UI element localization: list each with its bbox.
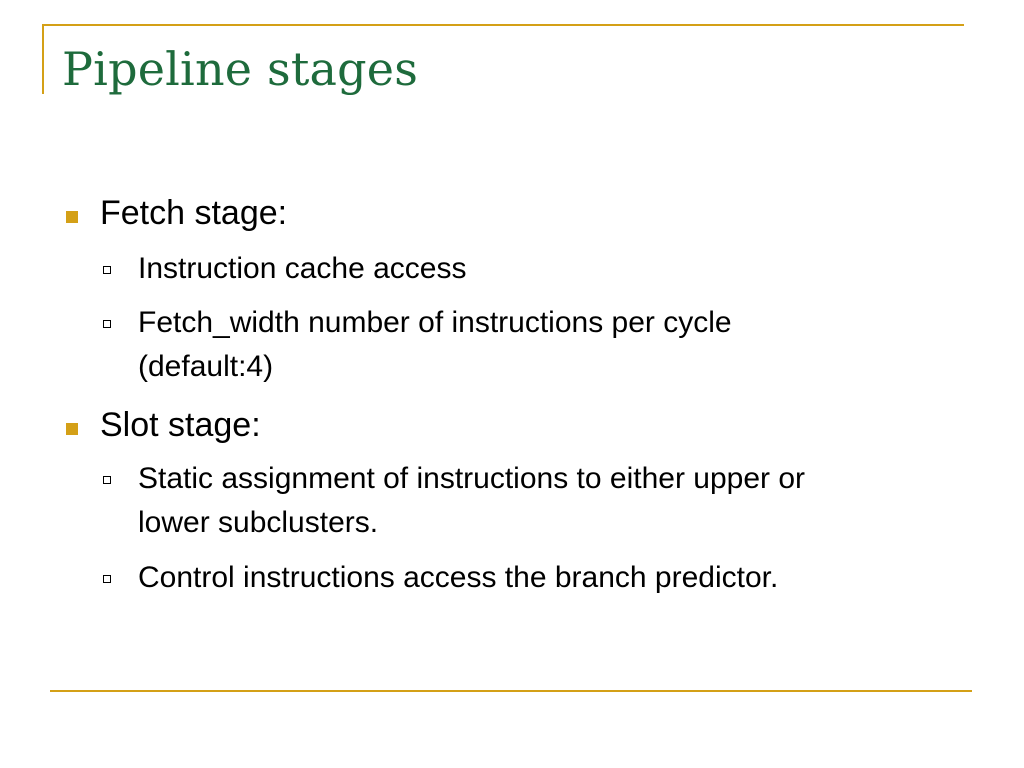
hollow-square-bullet-icon: [103, 266, 111, 274]
subbullet-fetch-width-line2: (default:4): [138, 350, 274, 383]
bottom-rule: [50, 690, 972, 692]
bullet-fetch-stage: Fetch stage:: [100, 194, 288, 232]
bullet-slot-stage: Slot stage:: [100, 406, 261, 444]
frame-left-rule: [42, 24, 44, 94]
subbullet-static-assignment-line2: lower subclusters.: [138, 506, 379, 539]
subbullet-static-assignment-line1: Static assignment of instructions to either upper or: [138, 462, 806, 495]
square-bullet-icon: [66, 211, 78, 223]
slide-title: Pipeline stages: [62, 42, 419, 96]
hollow-square-bullet-icon: [103, 575, 111, 583]
subbullet-instruction-cache: Instruction cache access: [138, 252, 467, 285]
subbullet-fetch-width-line1: Fetch_width number of instructions per cycle: [138, 306, 732, 339]
hollow-square-bullet-icon: [103, 476, 111, 484]
frame-top-rule: [42, 24, 964, 26]
subbullet-control-instructions: Control instructions access the branch predictor.: [138, 561, 779, 594]
hollow-square-bullet-icon: [103, 320, 111, 328]
square-bullet-icon: [66, 423, 78, 435]
